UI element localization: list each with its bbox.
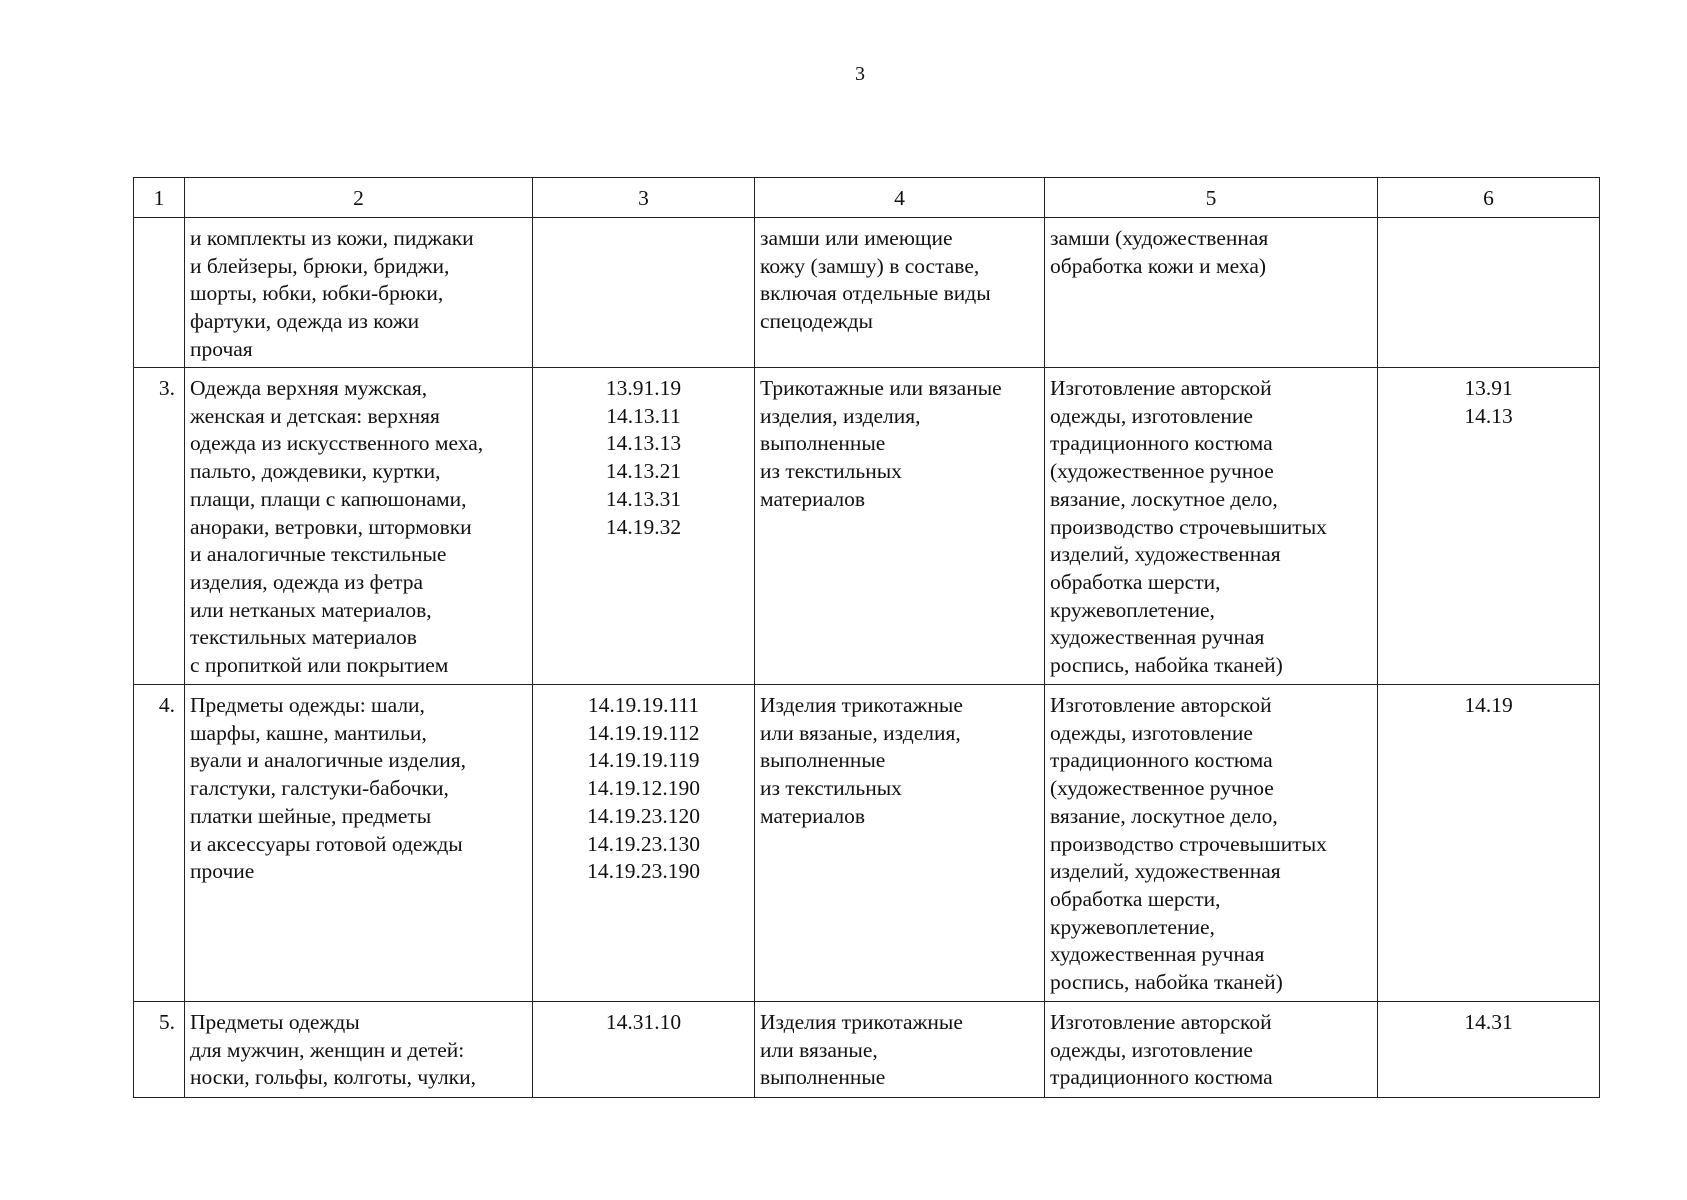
page-number: 3 — [855, 63, 865, 85]
activity-code-cell: 14.31 — [1378, 1002, 1600, 1098]
activity-code-cell — [1378, 218, 1600, 368]
table-row — [134, 685, 1600, 1002]
row-number — [134, 218, 185, 368]
column-header: 6 — [1378, 178, 1600, 218]
product-codes-cell: 13.91.19 14.13.11 14.13.13 14.13.21 14.13.31 14.19.32 — [533, 368, 755, 685]
craft-type-cell: замши (художественная обработка кожи и меха) — [1045, 218, 1378, 368]
row-number: 4. — [134, 685, 185, 1002]
table-row — [134, 218, 1600, 368]
table-row — [134, 1002, 1600, 1098]
table-header-row — [134, 178, 1600, 218]
product-codes-cell — [533, 218, 755, 368]
craft-type-cell: Изготовление авторской одежды, изготовление традиционного костюма (художественное ручное вязание, лоскутное дело, производство строчевышитых изделий, художественная обработка шерсти, кружевоплетение, художественная ручная роспись, набойка тканей) — [1045, 368, 1378, 685]
material-cell: Изделия трикотажные или вязаные, выполненные — [755, 1002, 1045, 1098]
craft-type-cell: Изготовление авторской одежды, изготовление традиционного костюма — [1045, 1002, 1378, 1098]
column-header: 3 — [533, 178, 755, 218]
product-items-cell: Предметы одежды: шали, шарфы, кашне, мантильи, вуали и аналогичные изделия, галстуки, галстуки-бабочки, платки шейные, предметы и аксессуары готовой одежды прочие — [185, 685, 533, 1002]
product-items-cell: Предметы одежды для мужчин, женщин и детей: носки, гольфы, колготы, чулки, — [185, 1002, 533, 1098]
material-cell: Изделия трикотажные или вязаные, изделия, выполненные из текстильных материалов — [755, 685, 1045, 1002]
products-table — [133, 177, 1600, 1098]
activity-code-cell: 13.91 14.13 — [1378, 368, 1600, 685]
product-codes-cell: 14.19.19.111 14.19.19.112 14.19.19.119 14.19.12.190 14.19.23.120 14.19.23.130 14.19.23.190 — [533, 685, 755, 1002]
material-cell: Трикотажные или вязаные изделия, изделия, выполненные из текстильных материалов — [755, 368, 1045, 685]
column-header: 2 — [185, 178, 533, 218]
product-items-cell: Одежда верхняя мужская, женская и детская: верхняя одежда из искусственного меха, пальто, дождевики, куртки, плащи, плащи с капюшонами, анораки, ветровки, штормовки и аналогичные текстильные изделия, одежда из фетра или нетканых материалов, текстильных материалов с пропиткой или покрытием — [185, 368, 533, 685]
activity-code-cell: 14.19 — [1378, 685, 1600, 1002]
material-cell: замши или имеющие кожу (замшу) в составе, включая отдельные виды спецодежды — [755, 218, 1045, 368]
product-items-cell: и комплекты из кожи, пиджаки и блейзеры, брюки, бриджи, шорты, юбки, юбки-брюки, фартуки, одежда из кожи прочая — [185, 218, 533, 368]
column-header: 5 — [1045, 178, 1378, 218]
table-row — [134, 368, 1600, 685]
craft-type-cell: Изготовление авторской одежды, изготовление традиционного костюма (художественное ручное вязание, лоскутное дело, производство строчевышитых изделий, художественная обработка шерсти, кружевоплетение, художественная ручная роспись, набойка тканей) — [1045, 685, 1378, 1002]
row-number: 5. — [134, 1002, 185, 1098]
column-header: 4 — [755, 178, 1045, 218]
column-header: 1 — [134, 178, 185, 218]
product-codes-cell: 14.31.10 — [533, 1002, 755, 1098]
row-number: 3. — [134, 368, 185, 685]
